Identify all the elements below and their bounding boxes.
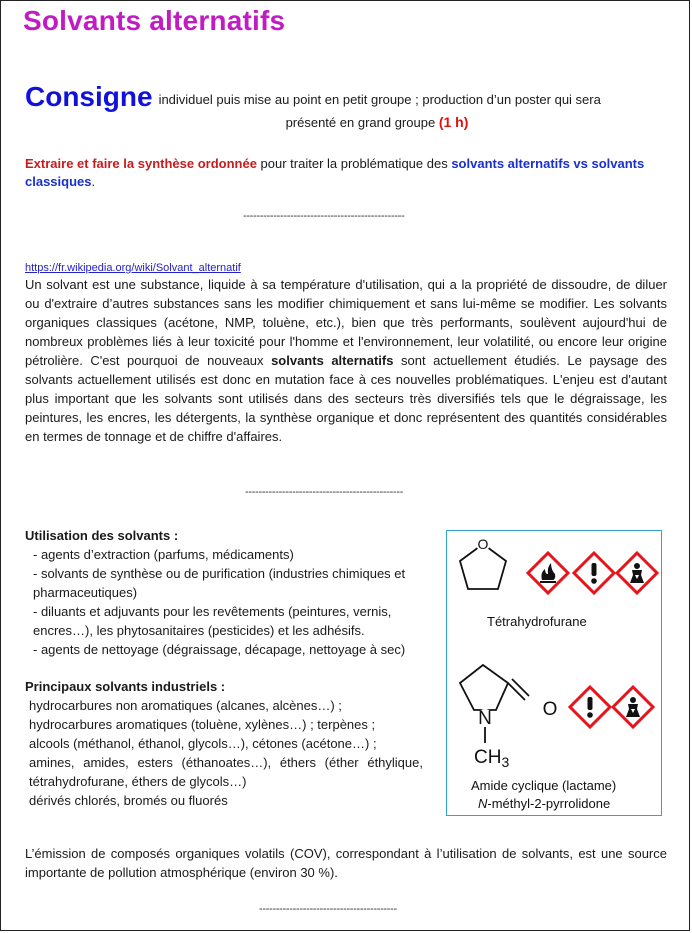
consigne-line2-text: présenté en grand groupe [285, 115, 436, 130]
consigne-text-line1: individuel puis mise au point en petit groupe ; production d’un poster qui sera [158, 92, 601, 107]
principaux-list [25, 696, 423, 810]
list-item: alcools (méthanol, éthanol, glycols…), cétones (acétone…) ; [29, 736, 377, 751]
nmp-label-line2 [478, 796, 610, 811]
exclamation-hazard-icon [570, 687, 610, 727]
consigne-block [25, 81, 670, 134]
exclamation-hazard-icon [574, 553, 614, 593]
nmp-ch: CH [474, 747, 502, 768]
nmp-ch-subscript: 3 [501, 754, 510, 770]
left-column [25, 526, 423, 810]
molecule-figure [446, 530, 662, 816]
list-item: hydrocarbures aromatiques (toluène, xylènes…) ; terpènes ; [29, 717, 376, 732]
nmp-oxygen-atom: O [542, 699, 558, 720]
nmp-label-rest: -méthyl-2-pyrrolidone [487, 796, 611, 811]
health-hazard-icon [617, 553, 657, 593]
consigne-label: Consigne [25, 81, 153, 112]
list-item: dérivés chlorés, bromés ou fluorés [29, 793, 228, 808]
intro-part1: Un solvant est une substance, liquide à sa température d'utilisation, qui a la propriété de dissoudre, de diluer ou d'extraire d’autres substances sans les modifier chimiquement et sans lui-même se modifier. Les solvants organiques classiques (acétone, NMP, toluène, etc.), bien que très performants, soulèvent aujourd'hui de nombreux problèmes liés à leur toxicité pour l'homme et l'environnement, leur volatilité, ou encore leur origine pétrolière. C'est pourquoi de nouveaux [25, 277, 667, 368]
task-statement [25, 155, 670, 191]
nmp-ring [460, 665, 508, 710]
list-item: - agents d’extraction (parfums, médicaments) [33, 547, 294, 562]
task-mid: pour traiter la problématique des [256, 156, 452, 171]
list-item: hydrocarbures non aromatiques (alcanes, alcènes…) ; [29, 698, 342, 713]
separator-1: ------------------------------------------------ [243, 210, 405, 222]
molecule-drawing [447, 531, 661, 815]
wikipedia-link[interactable]: https://fr.wikipedia.org/wiki/Solvant_alternatif [25, 262, 241, 274]
cov-paragraph: L’émission de composés organiques volatils (COV), correspondant à l’utilisation de solvants, est une source importante de pollution atmosphérique (environ 30 %). [25, 846, 667, 880]
list-item: - solvants de synthèse ou de purification (industries chimiques et pharmaceutiques) [33, 566, 406, 600]
list-item: amines, amides, esters (éthanoates…), éthers (éther éthylique, tétrahydrofurane, éthers de glycols…) [29, 755, 423, 789]
utilisation-heading: Utilisation des solvants : [25, 528, 179, 543]
nmp-methyl-group [474, 747, 509, 770]
task-end: . [91, 174, 96, 189]
list-item: - agents de nettoyage (dégraissage, décapage, nettoyage à sec) [33, 642, 406, 657]
consigne-text-line2 [159, 115, 469, 130]
list-item: - diluants et adjuvants pour les revêtements (peintures, vernis, encres…), les phytosanitaires (pesticides) et les adhésifs. [33, 604, 392, 638]
task-blue: solvants alternatifs vs solvants classiques [25, 156, 645, 189]
separator-3: ----------------------------------------- [259, 903, 397, 915]
principaux-heading: Principaux solvants industriels : [25, 679, 226, 694]
thf-label: Tétrahydrofurane [487, 614, 587, 629]
task-red: Extraire et faire la synthèse ordonnée [25, 156, 257, 171]
nmp-label-line1: Amide cyclique (lactame) [471, 778, 617, 793]
nmp-nitrogen-atom: N [478, 708, 492, 729]
utilisation-list [25, 545, 423, 659]
consigne-time: (1 h) [438, 114, 469, 130]
page-title: Solvants alternatifs [23, 5, 286, 36]
thf-oxygen-atom: O [477, 536, 489, 552]
separator-2: ----------------------------------------------- [245, 486, 404, 498]
intro-bold: solvants alternatifs [271, 353, 394, 368]
flammable-icon [528, 553, 568, 593]
nmp-label-italic: N [478, 796, 488, 811]
intro-paragraph [25, 275, 667, 446]
health-hazard-icon [613, 687, 653, 727]
intro-part2: sont actuellement étudiés. Le paysage des solvants actuellement utilisés est donc en mutation face à ces nouvelles problématiques. L'enjeu est d'autant plus important que les solvants sont utilisés dans des secteurs très diversifiés tels que le dégraissage, les peintures, les encres, les détergents, la synthèse organique et donc représentent des quantités considérables en termes de tonnage et de chiffre d'affaires. [25, 353, 667, 444]
